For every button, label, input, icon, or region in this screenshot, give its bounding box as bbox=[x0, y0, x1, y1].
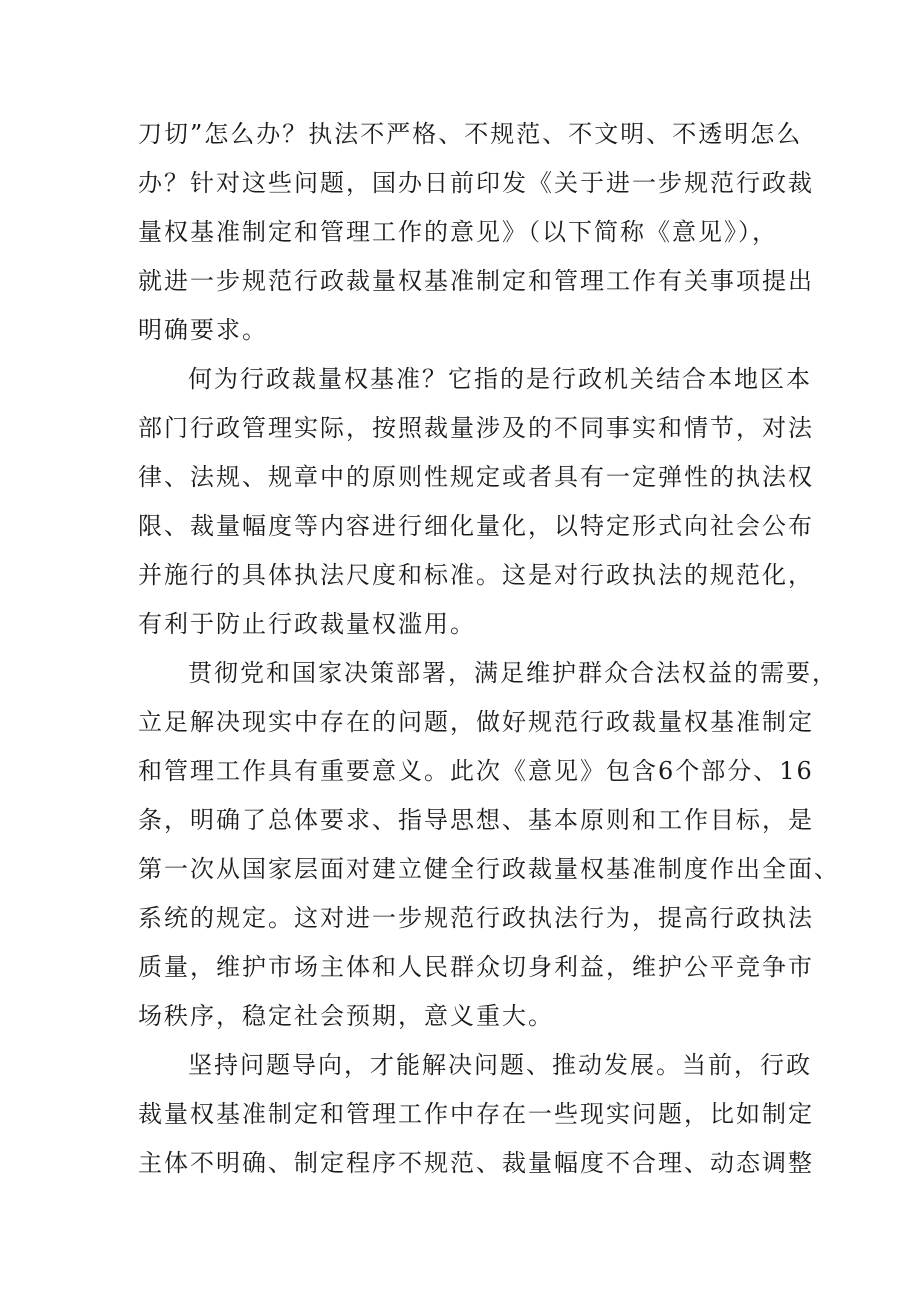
text-line: 坚持问题导向，才能解决问题、推动发展。当前，行政 bbox=[188, 1051, 812, 1079]
paragraph-4 bbox=[138, 1041, 814, 1188]
text-line: 就进一步规范行政裁量权基准制定和管理工作有关事项提出 bbox=[138, 267, 814, 295]
text-line: 律、法规、规章中的原则性规定或者具有一定弹性的执法权 bbox=[138, 463, 814, 491]
text-line: 裁量权基准制定和管理工作中存在一些现实问题，比如制定 bbox=[138, 1100, 814, 1128]
text-line: 场秩序，稳定社会预期，意义重大。 bbox=[138, 1002, 554, 1030]
text-line: 立足解决现实中存在的问题，做好规范行政裁量权基准制定 bbox=[138, 708, 814, 736]
text-line: 系统的规定。这对进一步规范行政执法行为，提高行政执法 bbox=[138, 904, 814, 932]
text-line: 第一次从国家层面对建立健全行政裁量权基准制度作出全面、 bbox=[138, 855, 840, 883]
text-line: 和管理工作具有重要意义。此次《意见》包含6个部分、16 bbox=[138, 757, 814, 785]
text-line: 贯彻党和国家决策部署，满足维护群众合法权益的需要， bbox=[188, 659, 838, 687]
text-line: 并施行的具体执法尺度和标准。这是对行政执法的规范化， bbox=[138, 561, 814, 589]
text-line: 质量，维护市场主体和人民群众切身利益，维护公平竞争市 bbox=[138, 953, 814, 981]
text-line: 条，明确了总体要求、指导思想、基本原则和工作目标，是 bbox=[138, 806, 814, 834]
text-line: 办？针对这些问题，国办日前印发《关于进一步规范行政裁 bbox=[138, 169, 814, 197]
text-line: 限、裁量幅度等内容进行细化量化，以特定形式向社会公布 bbox=[138, 512, 814, 540]
text-line: 主体不明确、制定程序不规范、裁量幅度不合理、动态调整 bbox=[138, 1149, 814, 1177]
paragraph-3 bbox=[138, 649, 840, 1041]
text-line: 有利于防止行政裁量权滥用。 bbox=[138, 610, 476, 638]
text-line: 明确要求。 bbox=[138, 316, 268, 344]
paragraph-2 bbox=[138, 355, 814, 649]
paragraph-1 bbox=[138, 110, 814, 355]
text-line: 何为行政裁量权基准？它指的是行政机关结合本地区本 bbox=[188, 365, 812, 393]
document-body bbox=[138, 110, 840, 1188]
text-line: 刀切”怎么办？执法不严格、不规范、不文明、不透明怎么 bbox=[138, 120, 803, 148]
text-line: 量权基准制定和管理工作的意见》（以下简称《意见》）， bbox=[138, 218, 778, 246]
text-line: 部门行政管理实际，按照裁量涉及的不同事实和情节，对法 bbox=[138, 414, 814, 442]
